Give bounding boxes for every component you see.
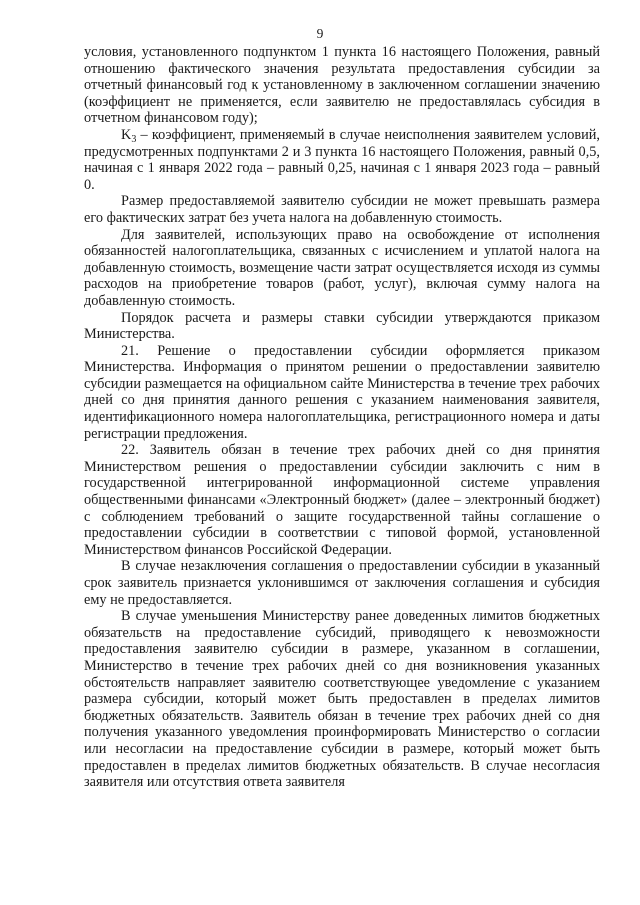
paragraph-coefficient-k2-continued: условия, установленного подпунктом 1 пункта 16 настоящего Положения, равный отношению фактического значения результата предоставления субсидии за отчетный финансовый год к установленному в заключенном соглашении значению (коэффициент не применяется, если заявителю не предоставлялась субсидия в отчетном финансовом году); [84,44,600,127]
paragraph-subsidy-limit: Размер предоставляемой заявителю субсидии не может превышать размера его фактических затрат без учета налога на добавленную стоимость. [84,193,600,226]
coefficient-symbol: K [121,126,132,143]
coefficient-k3-text: – коэффициент, применяемый в случае неисполнения заявителем условий, предусмотренных подпунктами 2 и 3 пункта 16 настоящего Положения, равный 0,5, начиная с 1 января 2022 года – равный 0,25, начиная с 1 января 2023 года – равный 0. [84,126,600,193]
paragraph-non-conclusion: В случае незаключения соглашения о предоставлении субсидии в указанный срок заявитель признается уклонившимся от заключения соглашения и субсидия ему не предоставляется. [84,558,600,608]
paragraph-clause-21: 21. Решение о предоставлении субсидии оформляется приказом Министерства. Информация о принятом решении о предоставлении заявителю субсидии размещается на официальном сайте Министерства в течение трех рабочих дней со дня принятия данного решения с указанием наименования заявителя, идентификационного номера налогоплательщика, регистрационного номера и даты регистрации предложения. [84,342,600,442]
paragraph-limit-reduction: В случае уменьшения Министерству ранее доведенных лимитов бюджетных обязательств на предоставление субсидий, приводящего к невозможности предоставления заявителю субсидии в размере, указанном в соглашении, Министерство в течение трех рабочих дней со дня возникновения указанных обстоятельств направляет заявителю соответствующее уведомление с указанием размера субсидии, который может быть предоставлен в пределах лимитов бюджетных обязательств. Заявитель обязан в течение трех рабочих дней со дня получения указанного уведомления проинформировать Министерство о согласии или несогласии на предоставление субсидии в размере, который может быть предоставлен в пределах лимитов бюджетных обязательств. В случае несогласия заявителя или отсутствия ответа заявителя [84,608,600,791]
page-number: 9 [316,26,324,41]
paragraph-coefficient-k3 [84,127,600,193]
paragraph-clause-22: 22. Заявитель обязан в течение трех рабочих дней со дня принятия Министерством решения о предоставлении субсидии заключить с ним в государственной интегрированной информационной системе управления общественными финансами «Электронный бюджет» (далее – электронный бюджет) с соблюдением требований о защите государственной тайны соглашение о предоставлении субсидии в соответствии с типовой формой, установленной Министерством финансов Российской Федерации. [84,442,600,558]
coefficient-subscript: 3 [131,133,137,145]
document-body [84,44,600,791]
paragraph-rate-order: Порядок расчета и размеры ставки субсидии утверждаются приказом Министерства. [84,309,600,343]
paragraph-vat-exemption: Для заявителей, использующих право на освобождение от исполнения обязанностей налогоплательщика, связанных с исчислением и уплатой налога на добавленную стоимость, возмещение части затрат осуществляется исходя из суммы расходов на приобретение товаров (работ, услуг), включая сумму налога на добавленную стоимость. [84,226,600,309]
